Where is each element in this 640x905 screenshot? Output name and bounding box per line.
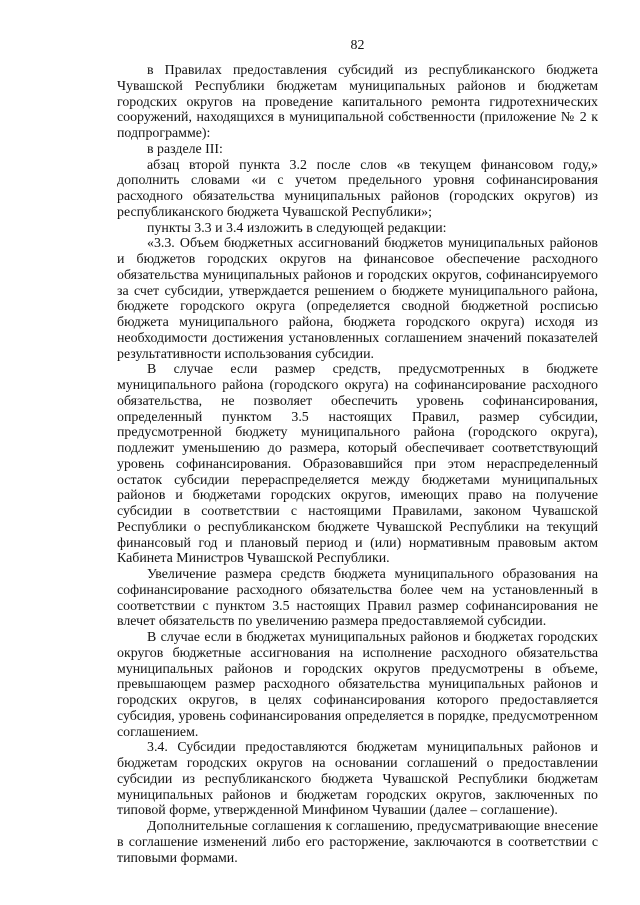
paragraph-rules-subsidies: в Правилах предоставления субсидий из республиканского бюджета Чувашской Республики бюджетам муниципальных районов и бюджетам городских округов на проведение капитального ремонта гидротехнических сооружений, находящихся в муниципальной собственности (приложение № 2 к подпрограмме): (117, 63, 598, 141)
paragraph-clauses-3-3-3-4: пункты 3.3 и 3.4 изложить в следующей редакции: (147, 220, 447, 236)
document-body (117, 63, 598, 866)
paragraph-increase-funds: Увеличение размера средств бюджета муниципального образования на софинансирование расходного обязательства более чем на установленный в соответствии с пунктом 3.5 настоящих Правил размер софинансирования не влечет обязательств по увеличению размера предоставляемой субсидии. (117, 567, 598, 630)
paragraph-excess-allocations: В случае если в бюджетах муниципальных районов и бюджетах городских округов бюджетные ассигнования на исполнение расходного обязательства муниципальных районов и городских округов предусмотрены в объеме, превышающем размер расходного обязательства муниципальных районов и городских округов, в целях софинансирования которого предоставляется субсидия, уровень софинансирования определяется в порядке, предусмотренном соглашением. (117, 630, 598, 740)
paragraph-clause-3-2: абзац второй пункта 3.2 после слов «в текущем финансовом году,» дополнить словами «и с учетом предельного уровня софинансирования расходного обязательства муниципальных районов (городских округов) из республиканского бюджета Чувашской Республики»; (117, 157, 598, 220)
paragraph-additional-agreements: Дополнительные соглашения к соглашению, предусматривающие внесение в соглашение изменений либо его расторжение, заключаются в соответствии с типовыми формами. (117, 819, 598, 866)
paragraph-clause-3-3: «3.3. Объем бюджетных ассигнований бюджетов муниципальных районов и бюджетов городских округов на финансовое обеспечение расходного обязательства муниципальных районов и городских округов, софинансируемого за счет субсидии, утверждается решением о бюджете муниципального района, бюджете городского округа (определяется сводной бюджетной росписью бюджета муниципального района, бюджета городского округа) исходя из необходимости достижения установленных соглашением значений показателей результативности использования субсидии. (117, 236, 598, 362)
paragraph-section-iii: в разделе III: (147, 141, 223, 157)
paragraph-insufficient-funds: В случае если размер средств, предусмотренных в бюджете муниципального района (городского округа) на софинансирование расходного обязательства, не позволяет обеспечить уровень софинансирования, определенный пунктом 3.5 настоящих Правил, размер субсидии, предусмотренной бюджету муниципального района (городского округа), подлежит уменьшению до размера, который обеспечивает соответствующий уровень софинансирования. Образовавшийся при этом нераспределенный остаток субсидии перераспределяется между бюджетами муниципальных районов и бюджетами городских округов, имеющих право на получение субсидии в соответствии с настоящими Правилами, законом Чувашской Республики о республиканском бюджете Чувашской Республики на текущий финансовый год и плановый период и (или) нормативным правовым актом Кабинета Министров Чувашской Республики. (117, 362, 598, 567)
page-number: 82 (350, 38, 365, 53)
paragraph-clause-3-4: 3.4. Субсидии предоставляются бюджетам муниципальных районов и бюджетам городских округов на основании соглашений о предоставлении субсидии из республиканского бюджета Чувашской Республики бюджетам муниципальных районов и бюджетам городских округов, заключенных по типовой форме, утвержденной Минфином Чувашии (далее – соглашение). (117, 740, 598, 819)
